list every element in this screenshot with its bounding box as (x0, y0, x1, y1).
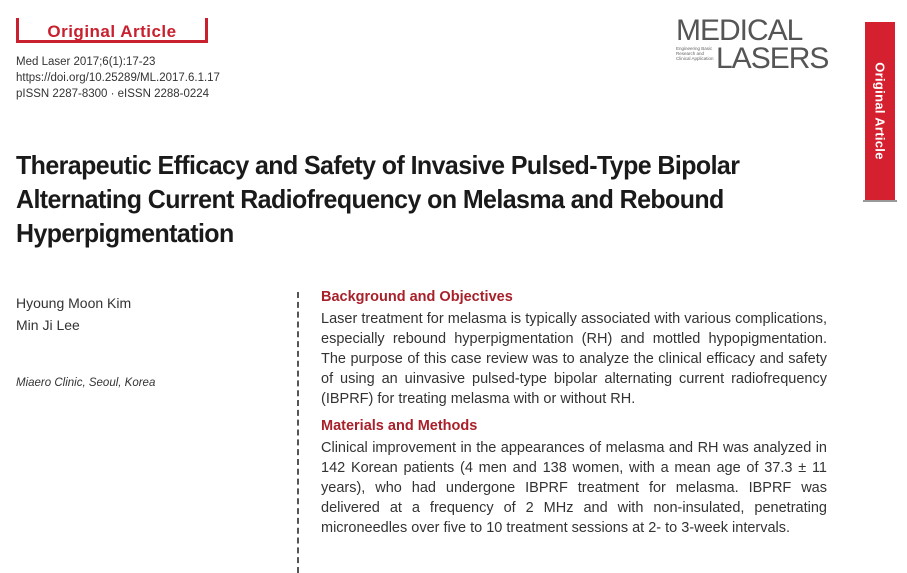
side-tab (865, 22, 895, 200)
article-type-badge (16, 18, 208, 43)
logo-tagline: Engineering Basic Research and Clinical Application (676, 46, 714, 61)
section-body: Clinical improvement in the appearances of melasma and RH was analyzed in 142 Korean patients (4 men and 138 women, with a mean age of 37.3 ± 11 years), who had undergone IBPRF treatment for melasma. IBPRF was delivered at a frequency of 2 MHz and with non-insulated, penetrating microneedles over five to 10 treatment sessions at 2- to 3-week intervals. (321, 440, 827, 536)
abstract (321, 288, 827, 546)
section-heading: Background and Objectives (321, 289, 513, 305)
author-name: Min Ji Lee (16, 317, 80, 333)
article-title: Therapeutic Efficacy and Safety of Invasive Pulsed-Type Bipolar Alternating Current Radiofrequency on Melasma and Rebound Hyperpigmentation (16, 150, 740, 248)
author-list (16, 292, 131, 336)
article-type-label: Original Article (47, 22, 177, 41)
issn-info: pISSN 2287-8300 · eISSN 2288-0224 (16, 88, 210, 100)
doi-link[interactable]: https://doi.org/10.25289/ML.2017.6.1.17 (16, 72, 220, 84)
author-name: Hyoung Moon Kim (16, 295, 132, 311)
citation-block (16, 54, 220, 102)
affiliation: Miaero Clinic, Seoul, Korea (16, 377, 156, 389)
journal-citation: Med Laser 2017;6(1):17-23 (16, 56, 156, 68)
section-heading: Materials and Methods (321, 418, 478, 434)
side-tab-label: Original Article (872, 62, 888, 160)
column-divider (297, 292, 299, 573)
logo-line-1: MEDICAL (676, 14, 803, 47)
logo-line-2: LASERS (716, 42, 829, 75)
journal-logo (672, 14, 832, 74)
section-body: Laser treatment for melasma is typically associated with various complications, especially rebound hyperpigmentation (RH) and mottled hypopigmentation. The purpose of this case review was to analyze the clinical efficacy and safety of using an uinvasive pulsed-type bipolar alternating current radiofrequency (IBPRF) for treating melasma with or without RH. (321, 311, 827, 407)
